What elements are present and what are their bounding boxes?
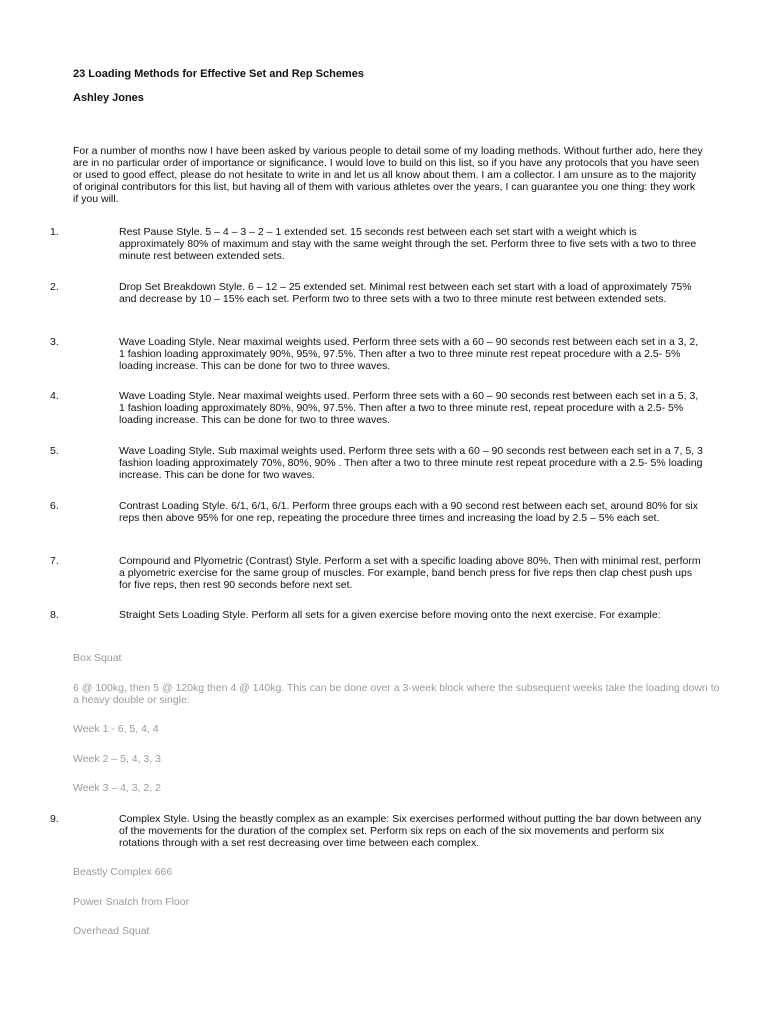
sub-line: 6 @ 100kg, then 5 @ 120kg then 4 @ 140kg. This can be done over a 3-week block where the subsequent weeks take the loading down to a heavy double or single:: [73, 682, 720, 706]
sub-line: Box Squat: [73, 652, 122, 664]
sub-line: Overhead Squat: [73, 925, 150, 937]
item-text: Contrast Loading Style. 6/1, 6/1, 6/1. Perform three groups each with a 90 second rest between each set, around 80% for six reps then above 95% for one rep, repeating the procedure three times and increasing the load by 2.5 – 5% each set.: [119, 500, 699, 524]
item-number: 9.: [50, 813, 59, 825]
item-text: Wave Loading Style. Near maximal weights used. Perform three sets with a 60 – 90 seconds rest between each set in a 3, 2, 1 fashion loading approximately 90%, 95%, 97.5%. Then after a two to three minute rest repeat procedure with a 2.5- 5% loading increase. This can be done for two to three waves.: [119, 336, 699, 372]
sub-line: Week 1 - 6, 5, 4, 4: [73, 723, 159, 735]
item-number: 4.: [50, 390, 59, 402]
item-number: 6.: [50, 500, 59, 512]
sub-line: Power Snatch from Floor: [73, 896, 190, 908]
item-text: Wave Loading Style. Near maximal weights used. Perform three sets with a 60 – 90 seconds rest between each set in a 5, 3, 1 fashion loading approximately 80%, 90%, 97.5%. Then after a two to three minute rest, repeat procedure with a 2.5- 5% loading increase. This can be done for two to three waves.: [119, 390, 699, 426]
item-number: 3.: [50, 336, 59, 348]
intro-paragraph: For a number of months now I have been asked by various people to detail some of my loading methods. Without further ado, here they are in no particular order of importance or significance. I would love to build on this list, so if you have any protocols that you have seen or used to good effect, please do not hesitate to write in and let us all know about them. I am a collector. I am unsure as to the majority of original contributors for this list, but having all of them with various athletes over the years, I can guarantee you one thing: they work if you will.: [73, 145, 703, 205]
item-text: Compound and Plyometric (Contrast) Style. Perform a set with a specific loading above 80%. Then with minimal rest, perform a plyometric exercise for the same group of muscles. For example, band bench press for five reps then clap chest push ups for five reps, then rest 90 seconds before next set.: [119, 555, 701, 591]
item-number: 7.: [50, 555, 59, 567]
item-text: Wave Loading Style. Sub maximal weights used. Perform three sets with a 60 – 90 seconds rest between each set in a 7, 5, 3 fashion loading approximately 70%, 80%, 90% . Then after a two to three minute rest repeat procedure with a 2.5- 5% loading increase. This can be done for two waves.: [119, 445, 703, 481]
document-title: 23 Loading Methods for Effective Set and Rep Schemes: [73, 68, 364, 80]
item-text: Straight Sets Loading Style. Perform all sets for a given exercise before moving onto the next exercise. For example:: [119, 609, 661, 621]
document-author: Ashley Jones: [73, 92, 144, 104]
item-text: Rest Pause Style. 5 – 4 – 3 – 2 – 1 extended set. 15 seconds rest between each set start with a weight which is approximately 80% of maximum and stay with the same weight through the set. Perform three to five sets with a two to three minute rest between extended sets.: [119, 226, 697, 262]
sub-line: Beastly Complex 666: [73, 866, 173, 878]
item-text: Drop Set Breakdown Style. 6 – 12 – 25 extended set. Minimal rest between each set start with a load of approximately 75% and decrease by 10 – 15% each set. Perform two to three sets with a two to three minute rest between extended sets.: [119, 281, 692, 305]
sub-line: Week 2 – 5, 4, 3, 3: [73, 753, 161, 765]
item-number: 1.: [50, 226, 59, 238]
item-text: Complex Style. Using the beastly complex as an example: Six exercises performed without putting the bar down between any of the movements for the duration of the complex set. Perform six reps on each of the six movements and perform six rotations through with a set rest decreasing over time between each complex.: [119, 813, 702, 849]
item-number: 8.: [50, 609, 59, 621]
item-number: 5.: [50, 445, 59, 457]
item-number: 2.: [50, 281, 59, 293]
sub-line: Week 3 – 4, 3, 2, 2: [73, 782, 161, 794]
